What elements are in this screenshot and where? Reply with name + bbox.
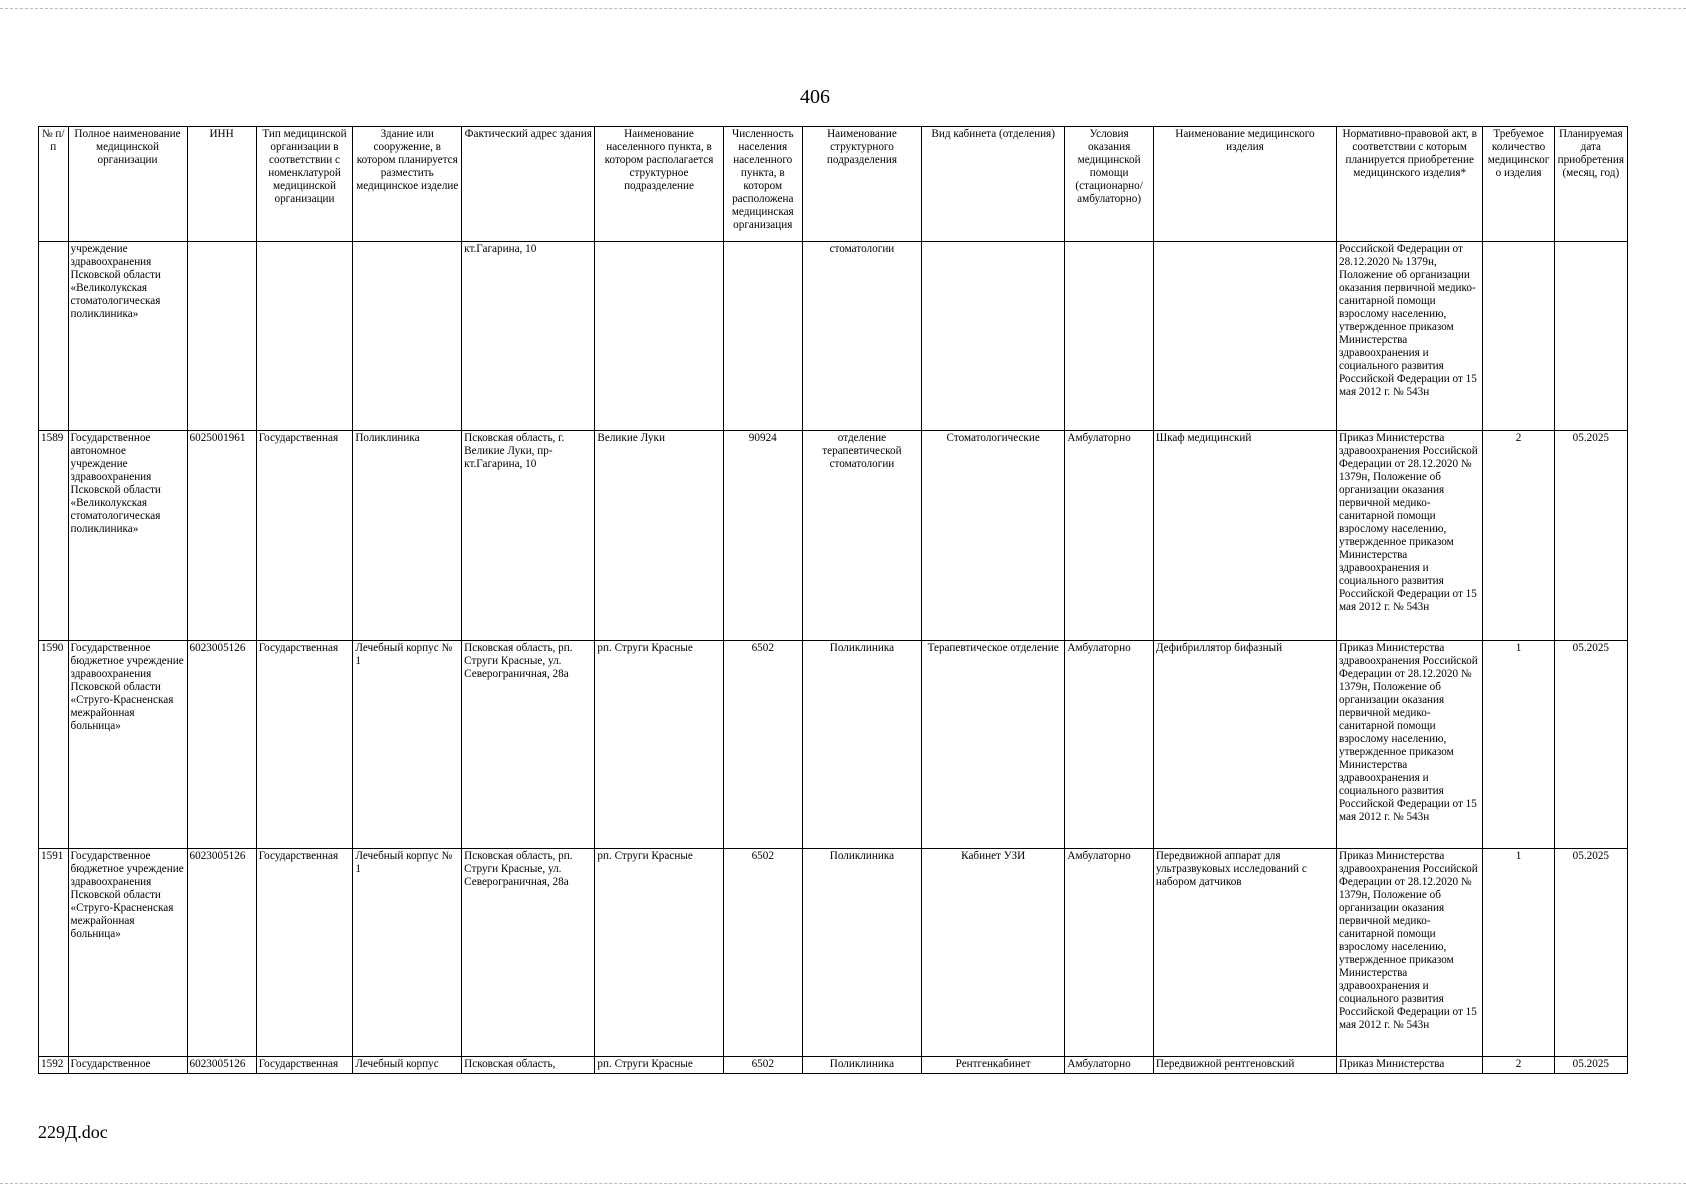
cell-inn [187,242,256,431]
col-header-division: Наименование структурного подразделения [802,127,921,242]
cell-population [723,242,802,431]
page-number: 406 [800,86,830,108]
table-row [39,242,1628,431]
cell-building: Лечебный корпус [353,1057,462,1074]
cell-date: 05.2025 [1554,641,1627,849]
cell-conditions: Амбулаторно [1065,849,1154,1057]
cell-device: Шкаф медицинский [1153,431,1336,641]
cell-conditions: Амбулаторно [1065,431,1154,641]
registry-table [38,126,1628,1074]
cell-org: учреждение здравоохранения Псковской области «Великолукская стоматологическая поликлиника» [68,242,187,431]
col-header-device: Наименование медицинского изделия [1153,127,1336,242]
cell-conditions: Амбулаторно [1065,1057,1154,1074]
cell-act: Приказ Министерства здравоохранения Российской Федерации от 28.12.2020 № 1379н, Положение об организации оказания первичной медико-санитарной помощи взрослому населению, утвержденное приказом Министерства здравоохранения и социального развития Российской Федерации от 15 мая 2012 г. № 543н [1336,849,1482,1057]
cell-cabinet: Рентгенкабинет [921,1057,1064,1074]
cell-address: кт.Гагарина, 10 [462,242,595,431]
footer-filename: 229Д.doc [38,1122,108,1142]
cell-inn: 6023005126 [187,641,256,849]
cell-population: 6502 [723,849,802,1057]
cell-locality: Великие Луки [595,431,723,641]
col-header-cabinet: Вид кабинета (отделения) [921,127,1064,242]
cell-cabinet: Кабинет УЗИ [921,849,1064,1057]
cell-population: 90924 [723,431,802,641]
cell-division: Поликлиника [802,1057,921,1074]
cell-division: отделение терапевтической стоматологии [802,431,921,641]
cell-inn: 6023005126 [187,1057,256,1074]
cell-address: Псковская область, рп. Струги Красные, ул. Северограничная, 28а [462,641,595,849]
col-header-type: Тип медицинской организации в соответствии с номенклатурой медицинской организации [256,127,353,242]
table-row [39,1057,1628,1074]
cell-date: 05.2025 [1554,849,1627,1057]
cell-building: Лечебный корпус № 1 [353,849,462,1057]
col-header-locality: Наименование населенного пункта, в котором располагается структурное подразделение [595,127,723,242]
cell-qty: 1 [1483,641,1554,849]
table-row [39,641,1628,849]
col-header-org: Полное наименование медицинской организации [68,127,187,242]
cell-conditions [1065,242,1154,431]
cell-act: Приказ Министерства [1336,1057,1482,1074]
cell-act: Приказ Министерства здравоохранения Российской Федерации от 28.12.2020 № 1379н, Положение об организации оказания первичной медико-санитарной помощи взрослому населению, утвержденное приказом Министерства здравоохранения и социального развития Российской Федерации от 15 мая 2012 г. № 543н [1336,641,1482,849]
cell-locality [595,242,723,431]
cell-cabinet [921,242,1064,431]
cell-address: Псковская область, г. Великие Луки, пр-кт.Гагарина, 10 [462,431,595,641]
cell-num: 1591 [39,849,69,1057]
cell-qty: 2 [1483,1057,1554,1074]
cell-type [256,242,353,431]
cell-qty: 1 [1483,849,1554,1057]
cell-device: Передвижной рентгеновский [1153,1057,1336,1074]
cell-locality: рп. Струги Красные [595,1057,723,1074]
table-row [39,849,1628,1057]
cell-inn: 6023005126 [187,849,256,1057]
header-row [39,127,1628,242]
cell-inn: 6025001961 [187,431,256,641]
cell-locality: рп. Струги Красные [595,849,723,1057]
cell-type: Государственная [256,431,353,641]
cell-type: Государственная [256,1057,353,1074]
cell-num: 1590 [39,641,69,849]
cell-division: стоматологии [802,242,921,431]
cell-org: Государственное [68,1057,187,1074]
cell-division: Поликлиника [802,849,921,1057]
cell-act: Российской Федерации от 28.12.2020 № 1379н, Положение об организации оказания первичной медико-санитарной помощи взрослому населению, утвержденное приказом Министерства здравоохранения и социального развития Российской Федерации от 15 мая 2012 г. № 543н [1336,242,1482,431]
cell-building [353,242,462,431]
cell-cabinet: Стоматологические [921,431,1064,641]
cell-device: Дефибриллятор бифазный [1153,641,1336,849]
cell-num: 1592 [39,1057,69,1074]
cell-num [39,242,69,431]
col-header-inn: ИНН [187,127,256,242]
col-header-date: Планируемая дата приобретения (месяц, год) [1554,127,1627,242]
col-header-conditions: Условия оказания медицинской помощи (стационарно/ амбулаторно) [1065,127,1154,242]
cell-act: Приказ Министерства здравоохранения Российской Федерации от 28.12.2020 № 1379н, Положение об организации оказания первичной медико-санитарной помощи взрослому населению, утвержденное приказом Министерства здравоохранения и социального развития Российской Федерации от 15 мая 2012 г. № 543н [1336,431,1482,641]
cell-org: Государственное бюджетное учреждение здравоохранения Псковской области «Струго-Красненская межрайонная больница» [68,641,187,849]
col-header-address: Фактический адрес здания [462,127,595,242]
cell-conditions: Амбулаторно [1065,641,1154,849]
cell-device: Передвижной аппарат для ультразвуковых исследований с набором датчиков [1153,849,1336,1057]
col-header-population: Численность населения населенного пункта, в котором расположена медицинская организация [723,127,802,242]
cell-date: 05.2025 [1554,1057,1627,1074]
cell-org: Государственное автономное учреждение здравоохранения Псковской области «Великолукская стоматологическая поликлиника» [68,431,187,641]
cell-population: 6502 [723,641,802,849]
table-row [39,431,1628,641]
cell-qty: 2 [1483,431,1554,641]
cell-type: Государственная [256,849,353,1057]
cell-org: Государственное бюджетное учреждение здравоохранения Псковской области «Струго-Красненская межрайонная больница» [68,849,187,1057]
cell-date: 05.2025 [1554,431,1627,641]
col-header-num: № п/п [39,127,69,242]
col-header-building: Здание или сооружение, в котором планируется разместить медицинское изделие [353,127,462,242]
cell-building: Лечебный корпус № 1 [353,641,462,849]
cell-population: 6502 [723,1057,802,1074]
cell-address: Псковская область, рп. Струги Красные, ул. Северограничная, 28а [462,849,595,1057]
cell-type: Государственная [256,641,353,849]
cell-cabinet: Терапевтическое отделение [921,641,1064,849]
cell-num: 1589 [39,431,69,641]
cell-device [1153,242,1336,431]
cell-division: Поликлиника [802,641,921,849]
scan-edge-top [0,8,1686,13]
cell-building: Поликлиника [353,431,462,641]
cell-date [1554,242,1627,431]
scan-edge-bottom [0,1183,1686,1188]
col-header-act: Нормативно-правовой акт, в соответствии с которым планируется приобретение медицинского изделия* [1336,127,1482,242]
cell-locality: рп. Струги Красные [595,641,723,849]
cell-qty [1483,242,1554,431]
cell-address: Псковская область, [462,1057,595,1074]
col-header-qty: Требуемое количество медицинского изделия [1483,127,1554,242]
